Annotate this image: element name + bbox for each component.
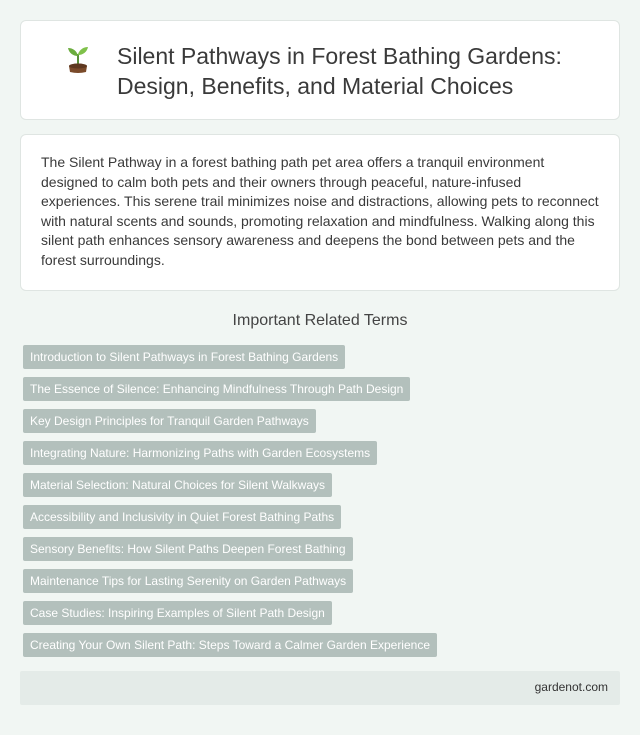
intro-text: The Silent Pathway in a forest bathing path pet area offers a tranquil environment designed to calm both pets and their owners through peaceful, nature-infused experiences. This serene trail minimizes noise and distractions, allowing pets to reconnect with natural scents and sounds, promoting relaxation and mindfulness. Walking along this silent path enhances sensory awareness and deepens the bond between pets and the forest surroundings. — [41, 154, 599, 268]
footer-bar — [20, 671, 620, 705]
term-tag[interactable]: Case Studies: Inspiring Examples of Silent Path Design — [23, 601, 332, 625]
term-tag[interactable]: Integrating Nature: Harmonizing Paths with Garden Ecosystems — [23, 441, 377, 465]
term-tag[interactable]: Material Selection: Natural Choices for Silent Walkways — [23, 473, 332, 497]
term-tag[interactable]: Key Design Principles for Tranquil Garden Pathways — [23, 409, 316, 433]
term-tag[interactable]: Creating Your Own Silent Path: Steps Toward a Calmer Garden Experience — [23, 633, 437, 657]
term-tag[interactable]: The Essence of Silence: Enhancing Mindfulness Through Path Design — [23, 377, 410, 401]
sprout-icon — [65, 44, 91, 74]
related-terms-list — [23, 345, 623, 665]
term-tag[interactable]: Sensory Benefits: How Silent Paths Deepen Forest Bathing — [23, 537, 353, 561]
term-tag[interactable]: Maintenance Tips for Lasting Serenity on Garden Pathways — [23, 569, 353, 593]
footer-site-link[interactable]: gardenot.com — [534, 680, 608, 694]
term-tag[interactable]: Introduction to Silent Pathways in Forest Bathing Gardens — [23, 345, 345, 369]
intro-card — [20, 134, 620, 291]
page-title: Silent Pathways in Forest Bathing Gardens: Design, Benefits, and Material Choices — [117, 43, 562, 99]
term-tag[interactable]: Accessibility and Inclusivity in Quiet Forest Bathing Paths — [23, 505, 341, 529]
related-terms-heading: Important Related Terms — [232, 312, 408, 329]
